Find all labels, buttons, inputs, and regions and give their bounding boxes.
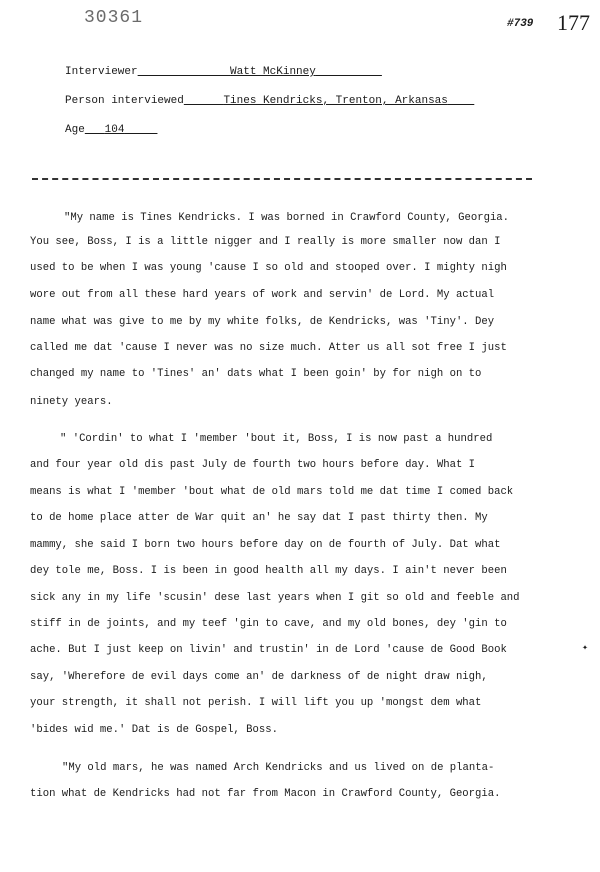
margin-mark: ✦ bbox=[582, 643, 589, 654]
body-line: used to be when I was young 'cause I so old and stooped over. I mighty nigh bbox=[30, 262, 507, 274]
body-line: means is what I 'member 'bout what de old mars told me dat time I comed back bbox=[30, 486, 514, 498]
body-line: dey tole me, Boss. I is been in good health all my days. I ain't never been bbox=[30, 565, 507, 577]
interviewer-row bbox=[65, 66, 382, 78]
body-line: stiff in de joints, and my teef 'gin to cave, and my old bones, dey 'gin to bbox=[30, 618, 507, 630]
archive-stamp-number: 30361 bbox=[84, 8, 144, 28]
interviewer-value: Watt McKinney bbox=[230, 66, 316, 78]
folio-number: #739 bbox=[507, 18, 534, 30]
person-interviewed-row bbox=[65, 95, 474, 107]
body-line: and four year old dis past July de fourth two hours before day. What I bbox=[30, 459, 476, 471]
body-line: name what was give to me by my white folks, de Kendricks, was 'Tiny'. Dey bbox=[30, 316, 495, 328]
person-interviewed-value: Tines Kendricks, Trenton, Arkansas bbox=[223, 95, 448, 107]
body-line: "My name is Tines Kendricks. I was borned in Crawford County, Georgia. bbox=[64, 212, 510, 224]
body-line: called me dat 'cause I never was no size much. Atter us all sot free I just bbox=[30, 342, 507, 354]
body-line: ninety years. bbox=[30, 396, 113, 408]
body-line: your strength, it shall not perish. I will lift you up 'mongst dem what bbox=[30, 697, 482, 709]
age-row bbox=[65, 124, 157, 136]
age-value: 104 bbox=[104, 124, 125, 136]
body-line: You see, Boss, I is a little nigger and I really is more smaller now dan I bbox=[30, 236, 501, 248]
body-line: changed my name to 'Tines' an' dats what I been goin' by for nigh on to bbox=[30, 368, 482, 380]
body-line: 'bides wid me.' Dat is de Gospel, Boss. bbox=[30, 724, 278, 736]
page-number: 177 bbox=[557, 10, 590, 35]
interviewer-label: Interviewer bbox=[65, 66, 138, 78]
body-line: tion what de Kendricks had not far from Macon in Crawford County, Georgia. bbox=[30, 788, 501, 800]
body-line: mammy, she said I born two hours before day on de fourth of July. Dat what bbox=[30, 539, 501, 551]
body-line: wore out from all these hard years of work and servin' de Lord. My actual bbox=[30, 289, 495, 301]
person-interviewed-label: Person interviewed bbox=[65, 95, 184, 107]
body-line: " 'Cordin' to what I 'member 'bout it, Boss, I is now past a hundred bbox=[60, 433, 493, 445]
body-line: "My old mars, he was named Arch Kendricks and us lived on de planta- bbox=[62, 762, 495, 774]
body-line: ache. But I just keep on livin' and trustin' in de Lord 'cause de Good Book bbox=[30, 644, 507, 656]
body-line: say, 'Wherefore de evil days come an' de darkness of de night draw nigh, bbox=[30, 671, 488, 683]
body-line: to de home place atter de War quit an' he say dat I past thirty then. My bbox=[30, 512, 488, 524]
section-divider bbox=[32, 178, 532, 180]
age-label: Age bbox=[65, 124, 85, 136]
body-line: sick any in my life 'scusin' dese last years when I git so old and feeble and bbox=[30, 592, 520, 604]
